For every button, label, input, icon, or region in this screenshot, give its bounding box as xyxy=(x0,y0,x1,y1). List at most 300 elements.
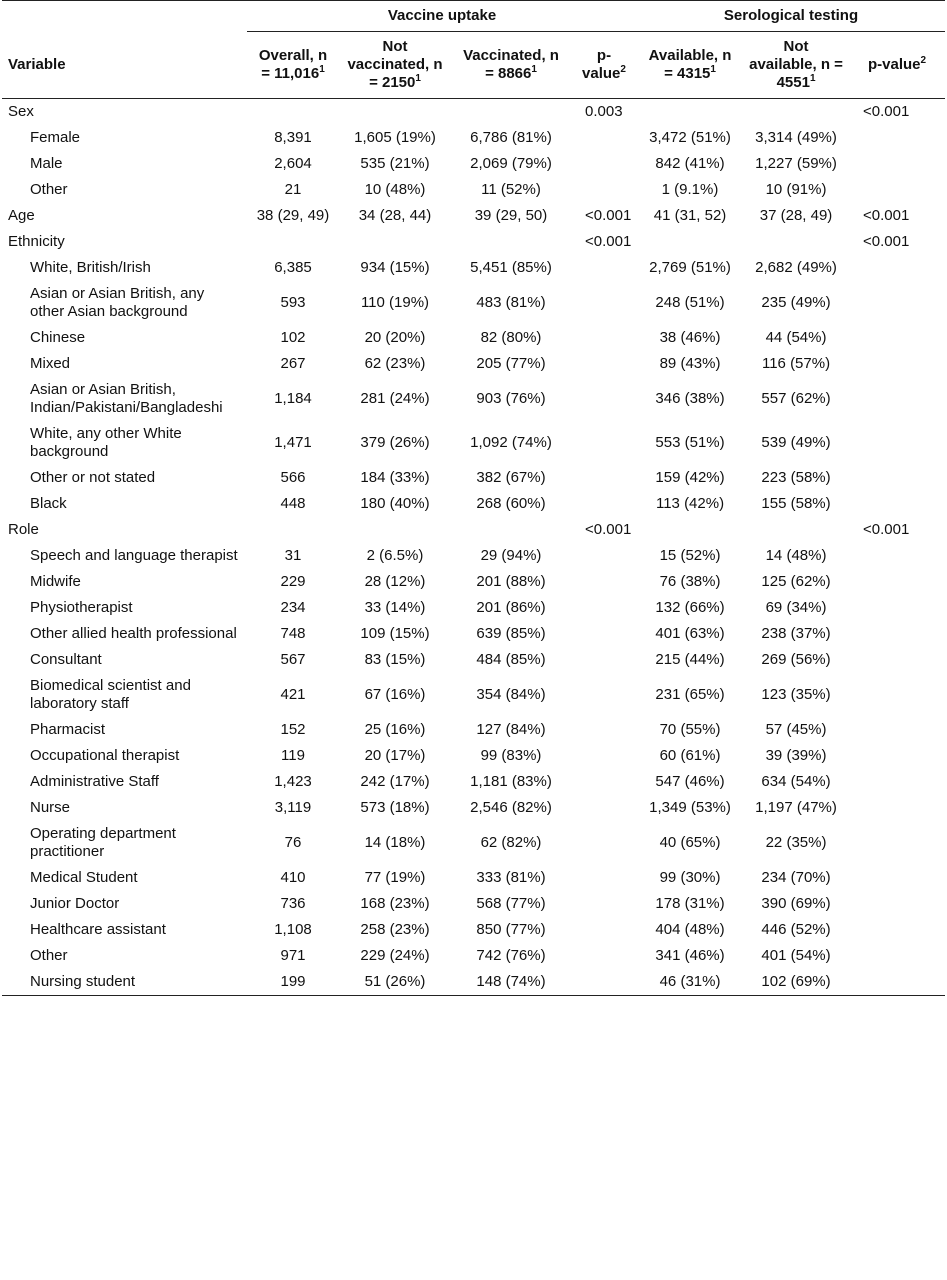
not-available-value: 557 (62%) xyxy=(761,390,831,407)
empty-cell xyxy=(571,281,637,325)
header-group-spacer xyxy=(2,1,247,32)
empty-cell xyxy=(849,595,945,621)
table-row xyxy=(2,743,945,769)
level-label: Asian or Asian British, any other Asian background xyxy=(30,285,205,320)
vaccinated-value: 127 (84%) xyxy=(476,721,546,738)
empty-cell xyxy=(571,325,637,351)
empty-cell xyxy=(743,99,849,126)
not-vaccinated-value: 281 (24%) xyxy=(360,390,430,407)
vaccinated-value: 2,546 (82%) xyxy=(470,799,552,816)
empty-cell xyxy=(849,465,945,491)
not-vaccinated-value: 77 (19%) xyxy=(364,869,426,886)
not-available-value: 14 (48%) xyxy=(765,547,827,564)
vaccinated-value: 903 (76%) xyxy=(476,390,546,407)
not-available-value: 69 (34%) xyxy=(765,599,827,616)
empty-cell xyxy=(637,99,743,126)
not-available-value: 539 (49%) xyxy=(761,434,831,451)
available-value: 113 (42%) xyxy=(655,495,725,512)
not-available-value: 1,197 (47%) xyxy=(755,799,837,816)
empty-cell xyxy=(571,917,637,943)
level-label: Junior Doctor xyxy=(30,895,120,912)
empty-cell xyxy=(571,151,637,177)
available-value: 89 (43%) xyxy=(659,355,721,372)
level-label: White, any other White background xyxy=(30,425,182,460)
vaccinated-value: 2,069 (79%) xyxy=(470,155,552,172)
empty-cell xyxy=(339,229,451,255)
available-value: 132 (66%) xyxy=(655,599,725,616)
empty-cell xyxy=(451,517,571,543)
empty-cell xyxy=(571,255,637,281)
level-label: Biomedical scientist and laboratory staff xyxy=(30,677,191,712)
vaccinated-value: 1,181 (83%) xyxy=(470,773,552,790)
category-row xyxy=(2,517,945,543)
footnote-marker: 1 xyxy=(809,73,816,84)
table-row xyxy=(2,281,945,325)
level-label: Female xyxy=(30,129,81,146)
empty-cell xyxy=(849,281,945,325)
vaccinated-value: 201 (86%) xyxy=(476,599,546,616)
table-row xyxy=(2,421,945,465)
category-row xyxy=(2,99,945,126)
overall-value: 119 xyxy=(281,747,305,764)
not-vaccinated-value: 1,605 (19%) xyxy=(354,129,436,146)
table-row xyxy=(2,891,945,917)
not-available-value: 634 (54%) xyxy=(761,773,831,790)
column-header-p-value-vaccine xyxy=(571,32,637,99)
level-label: Asian or Asian British, Indian/Pakistani/Bangladeshi xyxy=(30,381,223,416)
table-row xyxy=(2,621,945,647)
variable-row xyxy=(2,203,945,229)
table-row xyxy=(2,943,945,969)
empty-cell xyxy=(339,517,451,543)
overall-value: 421 xyxy=(280,686,306,703)
table-row xyxy=(2,351,945,377)
vaccinated-value: 62 (82%) xyxy=(480,834,542,851)
not-available-value: 22 (35%) xyxy=(765,834,827,851)
header-group-serology: Serological testing xyxy=(637,1,945,32)
column-header-available xyxy=(637,32,743,99)
table-row xyxy=(2,769,945,795)
not-vaccinated-value: 28 (12%) xyxy=(364,573,426,590)
vaccinated-value: 29 (94%) xyxy=(480,547,542,564)
vaccinated-value: 850 (77%) xyxy=(476,921,546,938)
not-available-value: 57 (45%) xyxy=(765,721,827,738)
empty-cell xyxy=(637,229,743,255)
level-label: Chinese xyxy=(30,329,86,346)
vaccinated-value: 148 (74%) xyxy=(451,969,571,996)
table-row xyxy=(2,795,945,821)
table-header xyxy=(2,1,945,99)
empty-cell xyxy=(849,621,945,647)
available-value: 60 (61%) xyxy=(659,747,721,764)
overall-value: 1,108 xyxy=(274,921,312,938)
not-vaccinated-value: 25 (16%) xyxy=(364,721,426,738)
level-label: Nursing student xyxy=(2,969,247,996)
not-available-value: 1,227 (59%) xyxy=(755,155,837,172)
level-label: Nurse xyxy=(30,799,71,816)
column-header-label: Not vaccinated, n = 2150 xyxy=(347,38,443,91)
level-label: Operating department practitioner xyxy=(30,825,176,860)
empty-cell xyxy=(571,943,637,969)
available-value: 231 (65%) xyxy=(655,686,725,703)
not-vaccinated-value: 33 (14%) xyxy=(364,599,426,616)
empty-cell xyxy=(849,325,945,351)
not-available-value: 123 (35%) xyxy=(761,686,831,703)
available-value: 553 (51%) xyxy=(655,434,725,451)
not-vaccinated-value: 109 (15%) xyxy=(360,625,430,642)
overall-value: 229 xyxy=(280,573,306,590)
available-value: 2,769 (51%) xyxy=(649,259,731,276)
empty-cell xyxy=(849,673,945,717)
overall-value: 6,385 xyxy=(274,259,312,276)
column-header-not-available xyxy=(743,32,849,99)
not-vaccinated-value: 180 (40%) xyxy=(360,495,430,512)
available-value: 178 (31%) xyxy=(655,895,725,912)
available-value: 404 (48%) xyxy=(655,921,725,938)
available-value: 70 (55%) xyxy=(659,721,721,738)
table-row xyxy=(2,177,945,203)
available-value: 1,349 (53%) xyxy=(649,799,731,816)
header-group-vaccine: Vaccine uptake xyxy=(247,1,637,32)
empty-cell xyxy=(571,743,637,769)
vaccinated-value: 333 (81%) xyxy=(476,869,546,886)
not-available-value: 155 (58%) xyxy=(761,495,831,512)
footnote-marker: 1 xyxy=(319,64,325,75)
empty-cell xyxy=(571,969,637,996)
overall-value: 102 xyxy=(280,329,306,346)
empty-cell xyxy=(849,255,945,281)
vaccinated-value: 82 (80%) xyxy=(480,329,542,346)
not-available-value: 238 (37%) xyxy=(761,625,831,642)
overall-value: 1,423 xyxy=(274,773,312,790)
level-label: Other xyxy=(30,181,68,198)
vaccinated-value: 6,786 (81%) xyxy=(470,129,552,146)
available-value: 346 (38%) xyxy=(655,390,725,407)
available-value: 1 (9.1%) xyxy=(661,181,719,198)
not-available-value: 10 (91%) xyxy=(765,181,827,198)
overall-value: 3,119 xyxy=(274,799,312,816)
column-header-label: Variable xyxy=(8,55,66,73)
empty-cell xyxy=(849,647,945,673)
not-vaccinated-value: 934 (15%) xyxy=(360,259,430,276)
empty-cell xyxy=(849,943,945,969)
level-label: Speech and language therapist xyxy=(30,547,238,564)
not-available-value: 125 (62%) xyxy=(761,573,831,590)
overall-value: 31 xyxy=(284,547,302,564)
not-available-value: 102 (69%) xyxy=(743,969,849,996)
not-vaccinated-value: 110 (19%) xyxy=(360,294,430,311)
not-available-value: 116 (57%) xyxy=(761,355,831,372)
table-row xyxy=(2,821,945,865)
empty-cell xyxy=(571,673,637,717)
empty-cell xyxy=(849,351,945,377)
empty-cell xyxy=(571,543,637,569)
available-value: 76 (38%) xyxy=(659,573,721,590)
table-row xyxy=(2,491,945,517)
column-header-overall xyxy=(247,32,339,99)
level-label: Consultant xyxy=(30,651,102,668)
variable-label: Ethnicity xyxy=(8,233,65,250)
empty-cell xyxy=(571,177,637,203)
p-value-vaccine: 0.003 xyxy=(585,103,623,120)
vaccinated-value: 5,451 (85%) xyxy=(470,259,552,276)
empty-cell xyxy=(571,865,637,891)
vaccinated-value: 483 (81%) xyxy=(476,294,546,311)
table-row xyxy=(2,255,945,281)
header-column-row xyxy=(2,32,945,99)
vaccinated-value: 484 (85%) xyxy=(476,651,546,668)
table-row xyxy=(2,543,945,569)
not-vaccinated-value: 62 (23%) xyxy=(364,355,426,372)
footnote-marker: 2 xyxy=(620,64,626,75)
not-available-value: 269 (56%) xyxy=(761,651,831,668)
not-available-value: 39 (39%) xyxy=(765,747,827,764)
not-vaccinated-value: 535 (21%) xyxy=(360,155,430,172)
available-value: 40 (65%) xyxy=(659,834,721,851)
level-label: Pharmacist xyxy=(30,721,106,738)
overall-value: 21 xyxy=(284,181,302,198)
available-value: 248 (51%) xyxy=(655,294,725,311)
level-label: White, British/Irish xyxy=(30,259,151,276)
column-header-label: Overall, n = 11,016 xyxy=(258,47,328,82)
empty-cell xyxy=(849,821,945,865)
vaccinated-value: 99 (83%) xyxy=(480,747,542,764)
table-row xyxy=(2,969,945,996)
empty-cell xyxy=(571,569,637,595)
table-row xyxy=(2,595,945,621)
baseline-characteristics-table xyxy=(2,0,945,996)
overall-value: 267 xyxy=(280,355,306,372)
not-vaccinated-value: 258 (23%) xyxy=(360,921,430,938)
empty-cell xyxy=(571,351,637,377)
level-label: Medical Student xyxy=(30,869,138,886)
empty-cell xyxy=(849,151,945,177)
vaccinated-value: 354 (84%) xyxy=(476,686,546,703)
empty-cell xyxy=(247,229,339,255)
empty-cell xyxy=(571,821,637,865)
footnote-marker: 1 xyxy=(531,64,537,75)
not-available-value: 37 (28, 49) xyxy=(759,207,833,224)
table-row xyxy=(2,377,945,421)
empty-cell xyxy=(849,421,945,465)
empty-cell xyxy=(849,795,945,821)
level-label: Administrative Staff xyxy=(30,773,159,790)
empty-cell xyxy=(451,99,571,126)
empty-cell xyxy=(571,717,637,743)
empty-cell xyxy=(571,465,637,491)
empty-cell xyxy=(849,377,945,421)
level-label: Other xyxy=(30,947,68,964)
overall-value: 1,184 xyxy=(274,390,312,407)
not-available-value: 2,682 (49%) xyxy=(755,259,837,276)
vaccinated-value: 39 (29, 50) xyxy=(474,207,548,224)
empty-cell xyxy=(451,229,571,255)
available-value: 401 (63%) xyxy=(655,625,725,642)
not-available-value: 401 (54%) xyxy=(761,947,831,964)
empty-cell xyxy=(247,99,339,126)
available-value: 842 (41%) xyxy=(655,155,725,172)
variable-label: Sex xyxy=(8,103,34,120)
overall-value: 38 (29, 49) xyxy=(256,207,330,224)
overall-value: 448 xyxy=(280,495,306,512)
overall-value: 593 xyxy=(280,294,306,311)
table-row xyxy=(2,569,945,595)
table-row xyxy=(2,325,945,351)
available-value: 38 (46%) xyxy=(659,329,721,346)
level-label: Physiotherapist xyxy=(30,599,133,616)
available-value: 41 (31, 52) xyxy=(653,207,727,224)
level-label: Midwife xyxy=(30,573,81,590)
available-value: 46 (31%) xyxy=(637,969,743,996)
not-available-value: 223 (58%) xyxy=(761,469,831,486)
empty-cell xyxy=(571,769,637,795)
table-row xyxy=(2,647,945,673)
vaccinated-value: 639 (85%) xyxy=(476,625,546,642)
available-value: 99 (30%) xyxy=(659,869,721,886)
vaccinated-value: 568 (77%) xyxy=(476,895,546,912)
empty-cell xyxy=(849,865,945,891)
not-vaccinated-value: 51 (26%) xyxy=(339,969,451,996)
empty-cell xyxy=(571,377,637,421)
not-vaccinated-value: 67 (16%) xyxy=(364,686,426,703)
column-header-label: p-value xyxy=(582,47,621,82)
not-vaccinated-value: 379 (26%) xyxy=(360,434,430,451)
empty-cell xyxy=(743,229,849,255)
available-value: 215 (44%) xyxy=(655,651,725,668)
empty-cell xyxy=(849,177,945,203)
available-value: 3,472 (51%) xyxy=(649,129,731,146)
available-value: 547 (46%) xyxy=(655,773,725,790)
not-available-value: 234 (70%) xyxy=(761,869,831,886)
p-value-vaccine: <0.001 xyxy=(585,521,632,538)
not-vaccinated-value: 10 (48%) xyxy=(364,181,426,198)
table-row xyxy=(2,465,945,491)
overall-value: 199 xyxy=(247,969,339,996)
empty-cell xyxy=(247,517,339,543)
overall-value: 1,471 xyxy=(274,434,312,451)
empty-cell xyxy=(849,569,945,595)
overall-value: 152 xyxy=(280,721,306,738)
column-header-p-value-serology xyxy=(849,32,945,99)
vaccinated-value: 201 (88%) xyxy=(476,573,546,590)
not-available-value: 3,314 (49%) xyxy=(755,129,837,146)
column-header-label: Not available, n = 4551 xyxy=(749,38,843,91)
p-value-serology: <0.001 xyxy=(863,207,910,224)
category-row xyxy=(2,229,945,255)
vaccinated-value: 268 (60%) xyxy=(476,495,546,512)
not-available-value: 235 (49%) xyxy=(761,294,831,311)
not-vaccinated-value: 20 (17%) xyxy=(364,747,426,764)
empty-cell xyxy=(637,517,743,543)
empty-cell xyxy=(849,891,945,917)
not-available-value: 446 (52%) xyxy=(761,921,831,938)
not-vaccinated-value: 242 (17%) xyxy=(360,773,430,790)
p-value-serology: <0.001 xyxy=(863,521,910,538)
not-vaccinated-value: 2 (6.5%) xyxy=(366,547,424,564)
not-available-value: 390 (69%) xyxy=(761,895,831,912)
empty-cell xyxy=(849,717,945,743)
empty-cell xyxy=(571,795,637,821)
empty-cell xyxy=(571,491,637,517)
variable-label: Age xyxy=(8,207,35,224)
overall-value: 234 xyxy=(280,599,306,616)
column-header-label: Available, n = 4315 xyxy=(648,47,732,82)
empty-cell xyxy=(571,595,637,621)
header-group-row xyxy=(2,1,945,32)
empty-cell xyxy=(849,125,945,151)
column-header-variable xyxy=(2,32,247,99)
vaccinated-value: 1,092 (74%) xyxy=(470,434,552,451)
table-row xyxy=(2,125,945,151)
table-body xyxy=(2,99,945,996)
variable-label: Role xyxy=(8,521,39,538)
column-header-vaccinated xyxy=(451,32,571,99)
vaccinated-value: 11 (52%) xyxy=(481,181,541,198)
vaccinated-value: 742 (76%) xyxy=(476,947,546,964)
table-row xyxy=(2,151,945,177)
empty-cell xyxy=(571,125,637,151)
empty-cell xyxy=(571,647,637,673)
overall-value: 8,391 xyxy=(274,129,312,146)
empty-cell xyxy=(849,969,945,996)
vaccinated-value: 205 (77%) xyxy=(476,355,546,372)
p-value-serology: <0.001 xyxy=(863,233,910,250)
empty-cell xyxy=(571,421,637,465)
overall-value: 2,604 xyxy=(274,155,312,172)
overall-value: 748 xyxy=(280,625,306,642)
footnote-marker: 1 xyxy=(710,64,716,75)
column-header-label: p-value xyxy=(867,56,921,73)
overall-value: 566 xyxy=(280,469,306,486)
empty-cell xyxy=(849,491,945,517)
available-value: 341 (46%) xyxy=(655,947,725,964)
table-row xyxy=(2,917,945,943)
overall-value: 971 xyxy=(280,947,306,964)
table-row xyxy=(2,717,945,743)
table-row xyxy=(2,673,945,717)
overall-value: 410 xyxy=(280,869,306,886)
column-header-label: Vaccinated, n = 8866 xyxy=(463,47,559,82)
level-label: Occupational therapist xyxy=(30,747,180,764)
empty-cell xyxy=(849,917,945,943)
empty-cell xyxy=(743,517,849,543)
not-vaccinated-value: 184 (33%) xyxy=(360,469,430,486)
table-row xyxy=(2,865,945,891)
not-available-value: 44 (54%) xyxy=(765,329,827,346)
not-vaccinated-value: 168 (23%) xyxy=(360,895,430,912)
not-vaccinated-value: 229 (24%) xyxy=(360,947,430,964)
level-label: Mixed xyxy=(30,355,71,372)
level-label: Other or not stated xyxy=(30,469,156,486)
empty-cell xyxy=(849,543,945,569)
p-value-serology: <0.001 xyxy=(863,103,910,120)
level-label: Healthcare assistant xyxy=(30,921,166,938)
not-vaccinated-value: 34 (28, 44) xyxy=(358,207,432,224)
empty-cell xyxy=(849,743,945,769)
empty-cell xyxy=(849,769,945,795)
available-value: 159 (42%) xyxy=(655,469,725,486)
overall-value: 567 xyxy=(280,651,306,668)
column-header-not-vaccinated xyxy=(339,32,451,99)
overall-value: 736 xyxy=(280,895,306,912)
level-label: Male xyxy=(30,155,63,172)
not-vaccinated-value: 14 (18%) xyxy=(364,834,426,851)
not-vaccinated-value: 20 (20%) xyxy=(364,329,426,346)
p-value-vaccine: <0.001 xyxy=(585,207,632,224)
footnote-marker: 1 xyxy=(415,73,421,84)
empty-cell xyxy=(339,99,451,126)
available-value: 15 (52%) xyxy=(659,547,721,564)
